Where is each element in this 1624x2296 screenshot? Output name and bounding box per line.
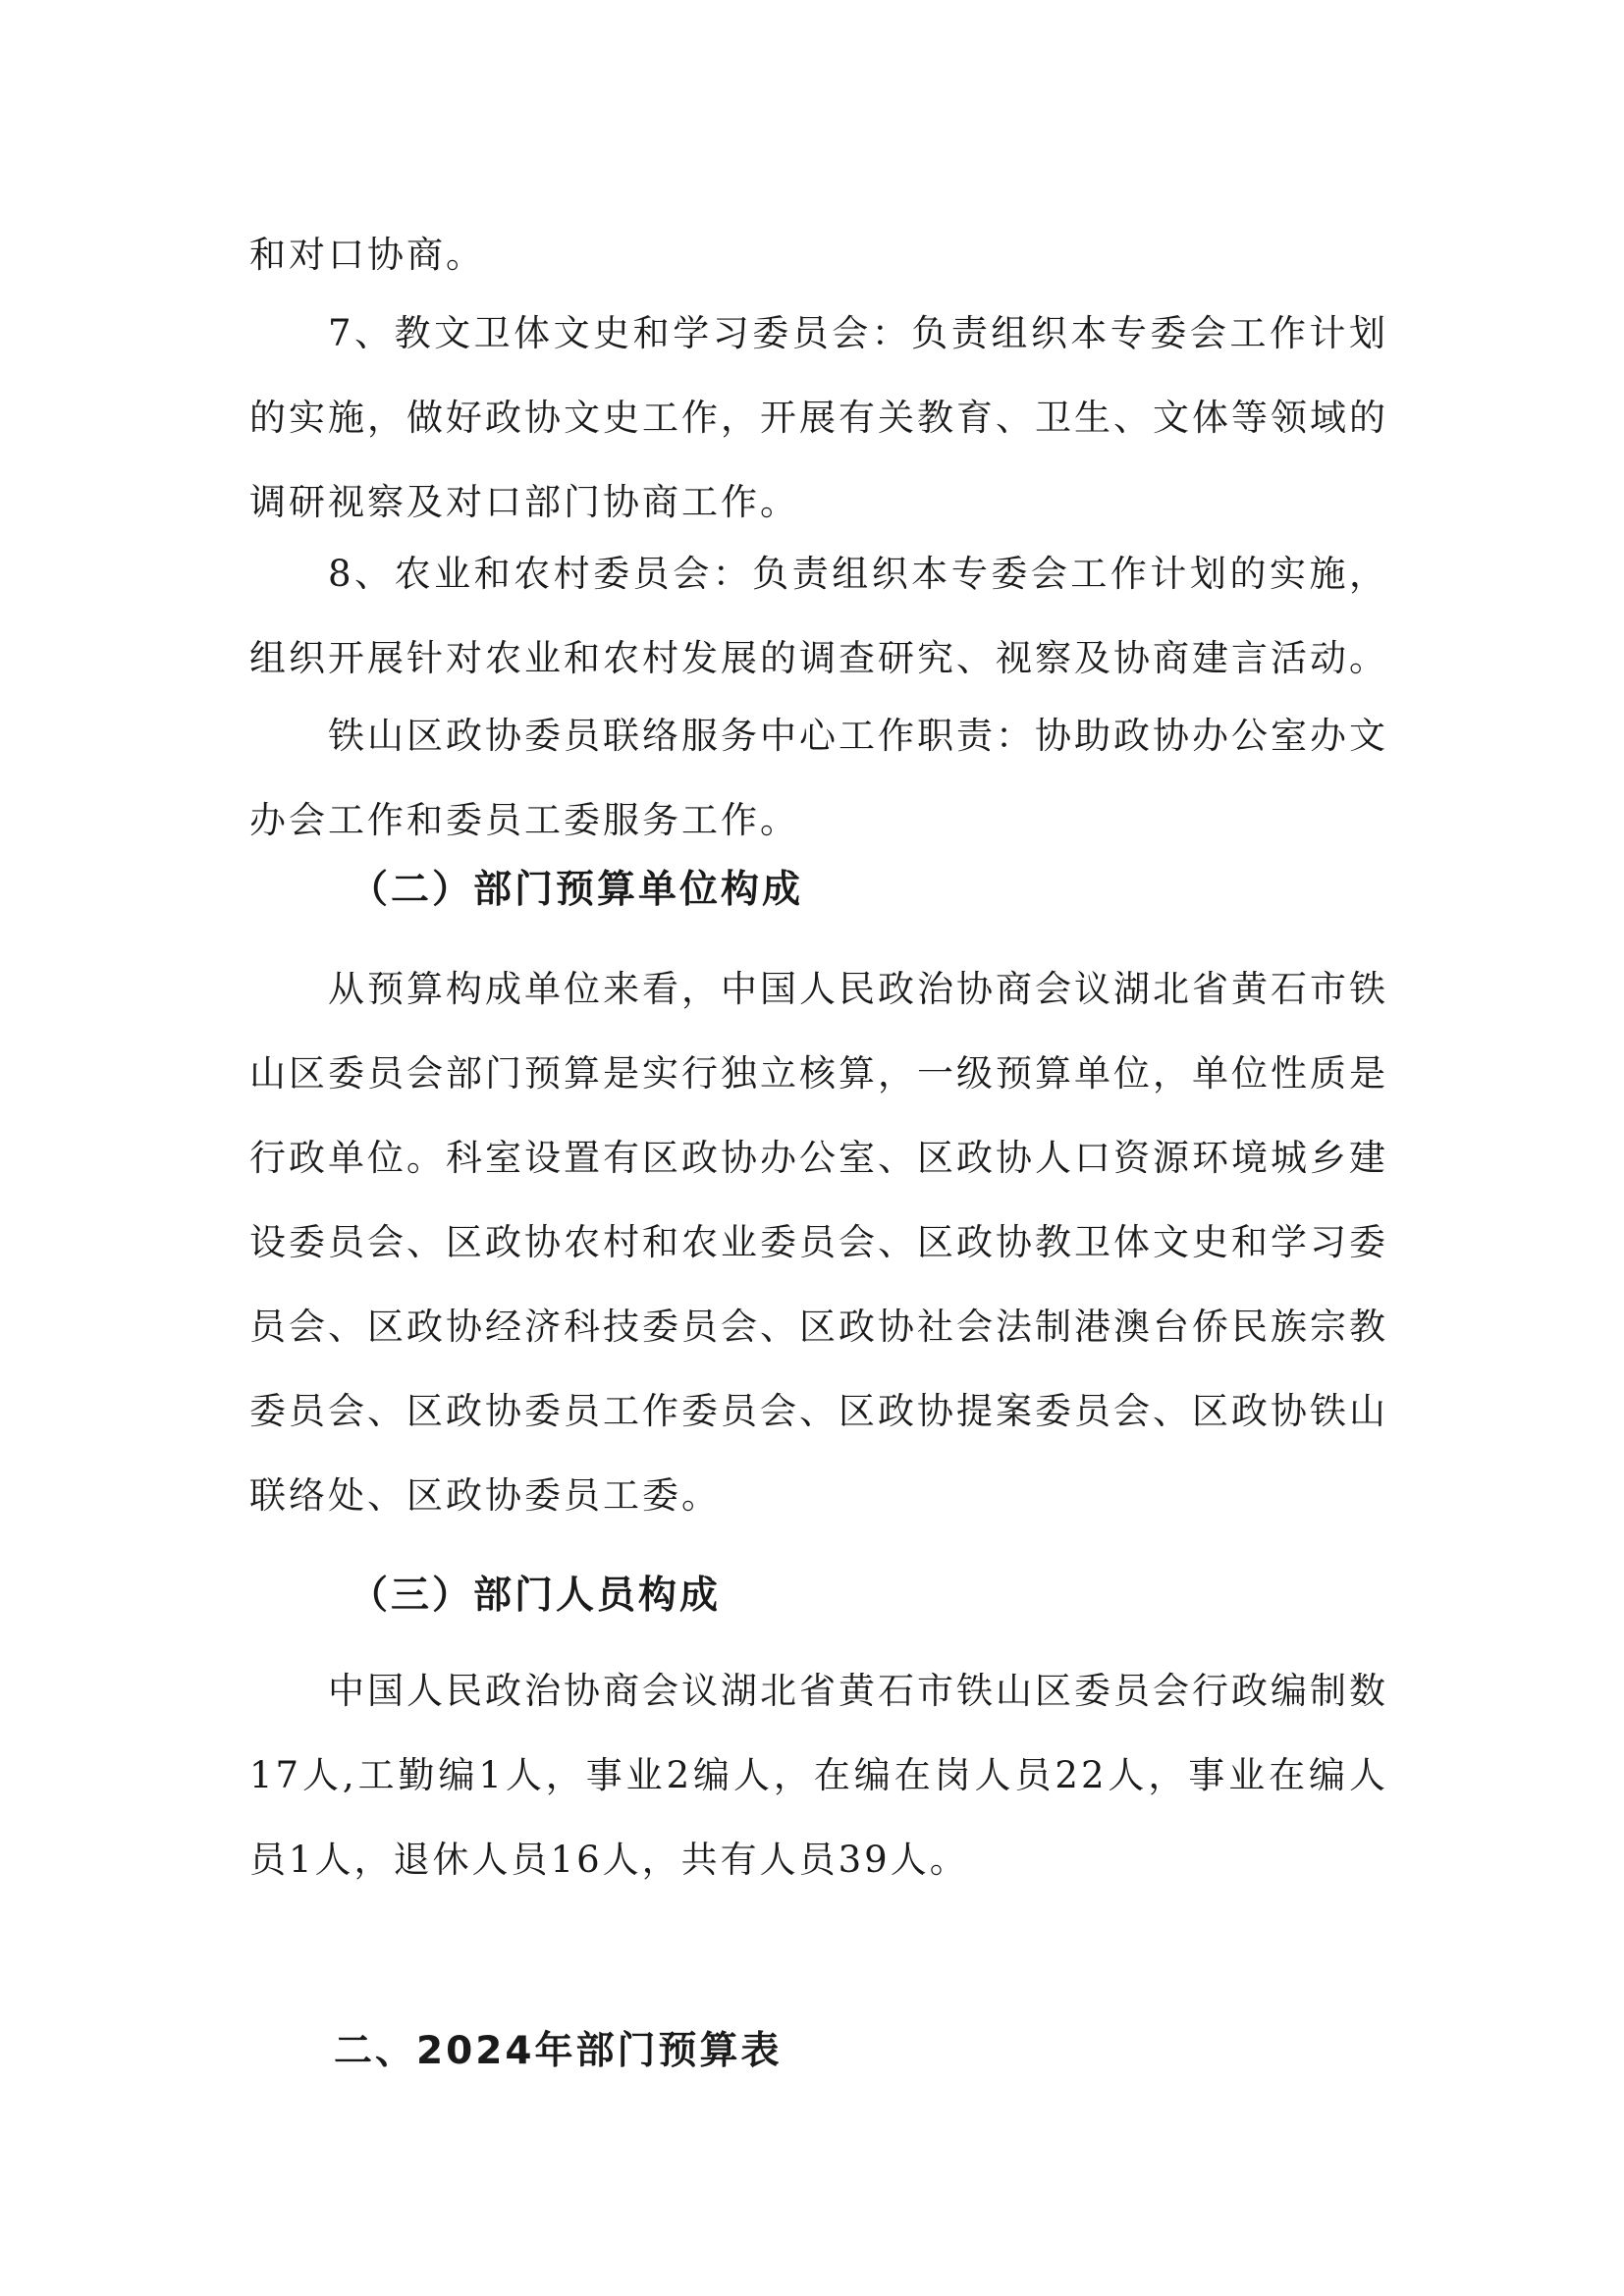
- paragraph-liaison-center: 铁山区政协委员联络服务中心工作职责：协助政协办公室办文办会工作和委员工委服务工作。: [249, 715, 1388, 841]
- paragraph-continuation: 和对口协商。: [249, 234, 485, 276]
- section-heading-staff: （三）部门人员构成: [350, 1574, 722, 1618]
- paragraph-staff: 中国人民政治协商会议湖北省黄石市铁山区委员会行政编制数17人,工勤编1人，事业2编人，在编在岗人员22人，事业在编人员1人，退休人员16人，共有人员39人。: [249, 1670, 1388, 1881]
- paragraph-budget-units: 从预算构成单位来看，中国人民政治协商会议湖北省黄石市铁山区委员会部门预算是实行独立核算，一级预算单位，单位性质是行政单位。科室设置有区政协办公室、区政协人口资源环境城乡建设委员会、区政协农村和农业委员会、区政协教卫体文史和学习委员会、区政协经济科技委员会、区政协社会法制港澳台侨民族宗教委员会、区政协委员工作委员会、区政协提案委员会、区政协铁山联络处、区政协委员工委。: [249, 968, 1388, 1517]
- paragraph-committee-7: 7、教文卫体文史和学习委员会：负责组织本专委会工作计划的实施，做好政协文史工作，开展有关教育、卫生、文体等领域的调研视察及对口部门协商工作。: [249, 312, 1388, 523]
- section-heading-budget-table: 二、2024年部门预算表: [334, 2029, 783, 2073]
- paragraph-committee-8: 8、农业和农村委员会：负责组织本专委会工作计划的实施，组织开展针对农业和农村发展的调查研究、视察及协商建言活动。: [249, 553, 1388, 679]
- section-heading-budget-units: （二）部门预算单位构成: [350, 868, 804, 912]
